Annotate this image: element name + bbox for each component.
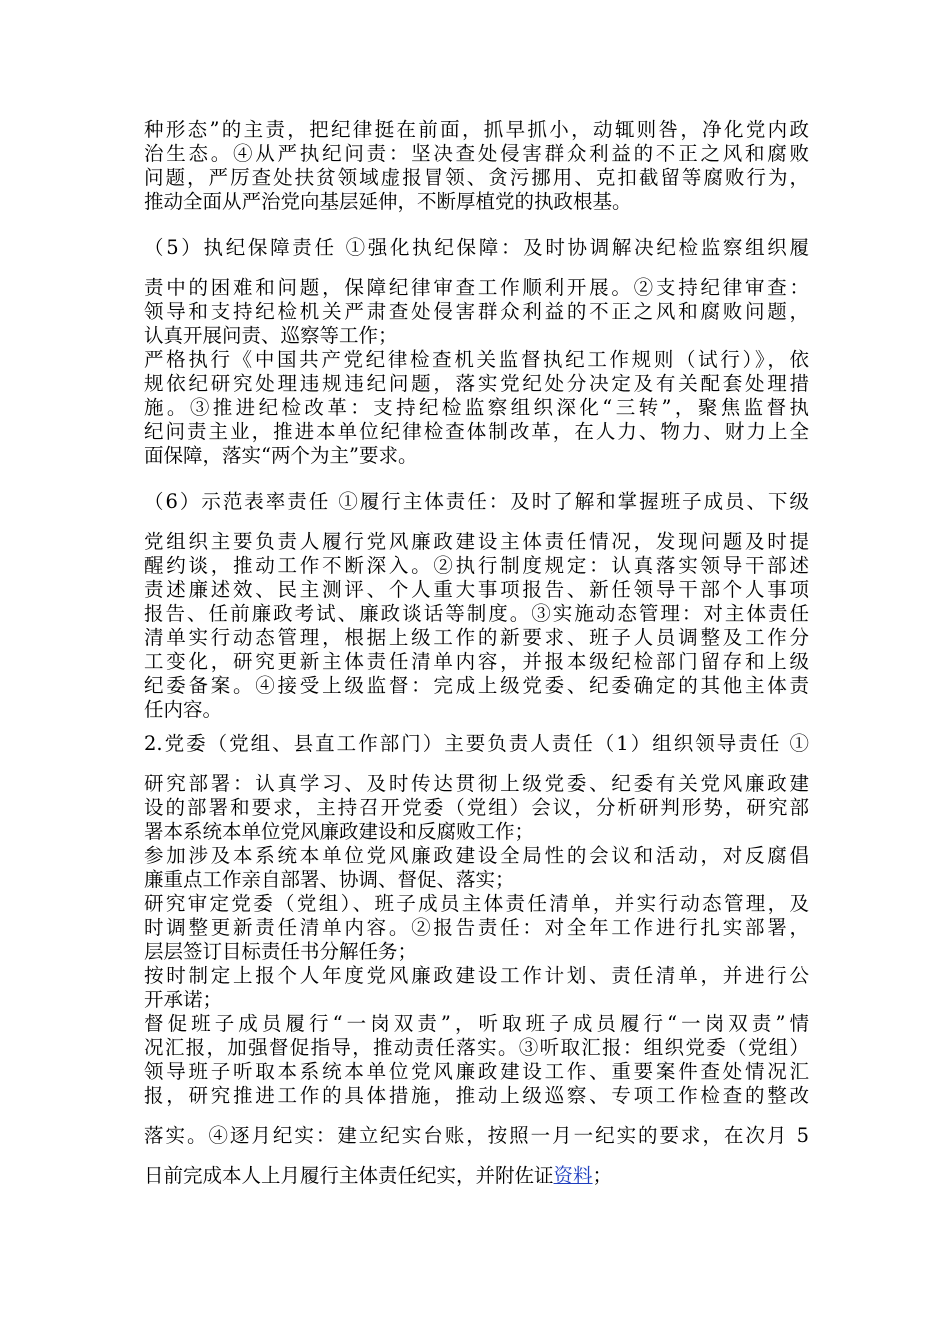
body-line: 施。③推进纪检改革：支持纪检监察组织深化“三转”，聚焦监督执 [144, 396, 809, 419]
body-line: 清单实行动态管理，根据上级工作的新要求、班子人员调整及工作分 [144, 626, 809, 649]
body-line: 研究部署：认真学习、及时传达贯彻上级党委、纪委有关党风廉政建 [144, 772, 809, 795]
body-line: 严格执行《中国共产党纪律检查机关监督执纪工作规则（试行）》，依 [144, 348, 809, 371]
body-line: 督促班子成员履行“一岗双责”，听取班子成员履行“一岗双责”情 [144, 1012, 809, 1035]
body-line: 认真开展问责、巡察等工作； [144, 324, 398, 347]
body-line: 责中的困难和问题，保障纪律审查工作顺利开展。②支持纪律审查： [144, 276, 809, 299]
body-line: 醒约谈，推动工作不断深入。②执行制度规定：认真落实领导干部述 [144, 554, 809, 577]
materials-link[interactable]: 资料 [553, 1164, 593, 1187]
body-line: 廉重点工作亲自部署、协调、督促、落实； [144, 868, 515, 891]
body-line: 层层签订目标责任书分解任务； [144, 940, 418, 963]
body-line: 面保障，落实“两个为主”要求。 [144, 444, 418, 467]
body-line: 任内容。 [144, 698, 223, 721]
body-line: 党组织主要负责人履行党风廉政建设主体责任情况，发现问题及时提 [144, 530, 809, 553]
body-line: 报告、任前廉政考试、廉政谈话等制度。③实施动态管理：对主体责任 [144, 602, 809, 625]
body-line: 推动全面从严治党向基层延伸，不断厚植党的执政根基。 [144, 190, 632, 213]
body-line: 署本系统本单位党风廉政建设和反腐败工作； [144, 820, 535, 843]
last-line-text: 日前完成本人上月履行主体责任纪实，并附佐证 [144, 1164, 554, 1187]
body-line: 报，研究推进工作的具体措施，推动上级巡察、专项工作检查的整改 [144, 1084, 809, 1107]
body-line: 领导和支持纪检机关严肃查处侵害群众利益的不正之风和腐败问题， [144, 300, 809, 323]
body-line: 种形态”的主责，把纪律挺在前面，抓早抓小，动辄则咎，净化党内政 [144, 118, 809, 141]
body-line: 规依纪研究处理违规违纪问题，落实党纪处分决定及有关配套处理措 [144, 372, 809, 395]
body-line: 落实。④逐月纪实：建立纪实台账，按照一月一纪实的要求，在次月 5 [144, 1124, 809, 1147]
body-line: 领导班子听取本系统本单位党风廉政建设工作、重要案件查处情况汇 [144, 1060, 809, 1083]
body-line: 设的部署和要求，主持召开党委（党组）会议，分析研判形势，研究部 [144, 796, 809, 819]
body-line: 况汇报，加强督促指导，推动责任落实。③听取汇报：组织党委（党组） [144, 1036, 809, 1059]
body-line: 2.党委（党组、县直工作部门）主要负责人责任（1）组织领导责任 ① [144, 732, 809, 755]
last-line-tail: ； [592, 1164, 613, 1187]
body-line: 参加涉及本系统本单位党风廉政建设全局性的会议和活动，对反腐倡 [144, 844, 809, 867]
body-line: （5）执纪保障责任 ①强化执纪保障：及时协调解决纪检监察组织履 [144, 236, 809, 259]
body-line: 研究审定党委（党组）、班子成员主体责任清单，并实行动态管理，及 [144, 892, 809, 915]
body-text [144, 118, 809, 1148]
body-line: 问题，严厉查处扶贫领域虚报冒领、贪污挪用、克扣截留等腐败行为， [144, 166, 809, 189]
body-line: 纪委备案。④接受上级监督：完成上级党委、纪委确定的其他主体责 [144, 674, 809, 697]
document-page [144, 118, 809, 1188]
body-line-last [144, 1164, 809, 1188]
body-line: 工变化，研究更新主体责任清单内容，并报本级纪检部门留存和上级 [144, 650, 809, 673]
body-line: 治生态。④从严执纪问责：坚决查处侵害群众利益的不正之风和腐败 [144, 142, 809, 165]
body-line: 时调整更新责任清单内容。②报告责任：对全年工作进行扎实部署， [144, 916, 809, 939]
body-line: 责述廉述效、民主测评、个人重大事项报告、新任领导干部个人事项 [144, 578, 809, 601]
body-line: 开承诺； [144, 988, 223, 1011]
body-line: 纪问责主业，推进本单位纪律检查体制改革，在人力、物力、财力上全 [144, 420, 809, 443]
body-line: （6）示范表率责任 ①履行主体责任：及时了解和掌握班子成员、下级 [144, 490, 809, 513]
body-line: 按时制定上报个人年度党风廉政建设工作计划、责任清单，并进行公 [144, 964, 809, 987]
